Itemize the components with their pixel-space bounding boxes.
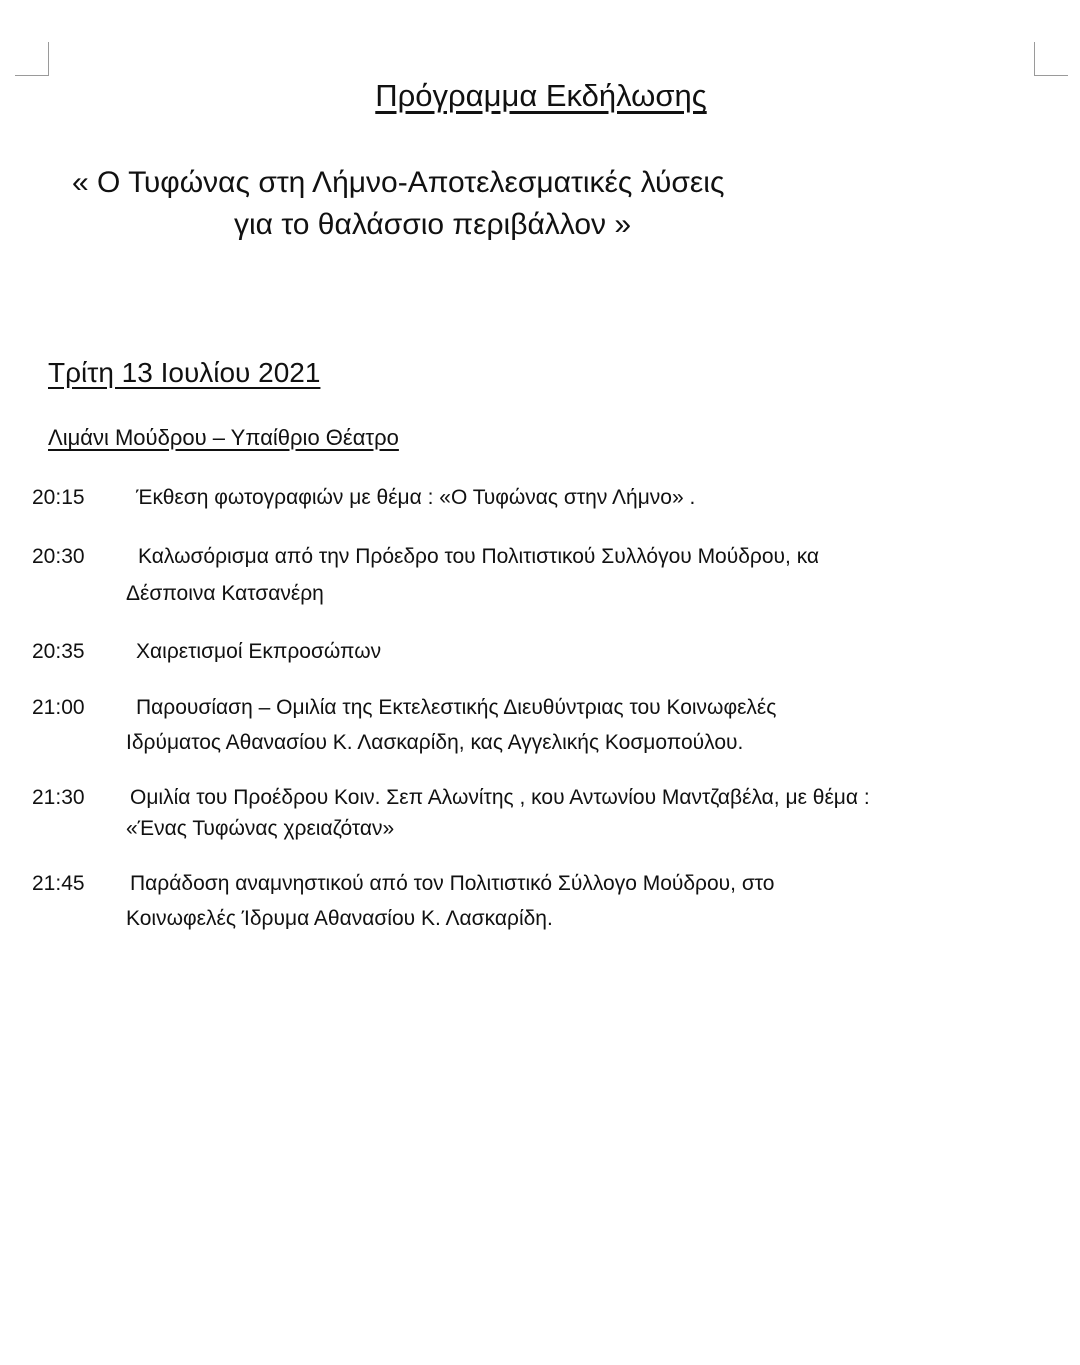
document-title: Πρόγραμμα Εκδήλωσης bbox=[375, 78, 707, 113]
schedule-time: 20:30 bbox=[32, 545, 85, 568]
schedule-text-continued: Δέσποινα Κατσανέρη bbox=[126, 582, 324, 605]
schedule-text-continued: Ιδρύματος Αθανασίου Κ. Λασκαρίδη, κας Αγγελικής Κοσμοπούλου. bbox=[126, 731, 744, 754]
schedule-text: Παράδοση αναμνηστικού από τον Πολιτιστικό Σύλλογο Μούδρου, στο bbox=[130, 872, 775, 895]
subtitle-line-1: « Ο Τυφώνας στη Λήμνο-Αποτελεσματικές λύσεις bbox=[72, 166, 725, 199]
margin-mark-top-right bbox=[1034, 42, 1068, 76]
event-location: Λιμάνι Μούδρου – Υπαίθριο Θέατρο bbox=[48, 425, 399, 450]
schedule-text-continued: Κοινωφελές Ίδρυμα Αθανασίου Κ. Λασκαρίδη. bbox=[126, 907, 553, 930]
schedule-time: 20:35 bbox=[32, 640, 85, 663]
schedule-time: 21:45 bbox=[32, 872, 85, 895]
event-date: Τρίτη 13 Ιουλίου 2021 bbox=[48, 357, 321, 388]
schedule-text: Χαιρετισμοί Εκπροσώπων bbox=[136, 640, 382, 663]
schedule-time: 21:00 bbox=[32, 696, 85, 719]
schedule-text: Έκθεση φωτογραφιών με θέμα : «Ο Τυφώνας στην Λήμνο» . bbox=[136, 486, 696, 509]
subtitle-line-2: για το θαλάσσιο περιβάλλον » bbox=[234, 208, 632, 241]
schedule-text-continued: «Ένας Τυφώνας χρειαζόταν» bbox=[126, 817, 395, 840]
margin-mark-top-left bbox=[15, 42, 49, 76]
schedule-time: 20:15 bbox=[32, 486, 85, 509]
schedule-time: 21:30 bbox=[32, 786, 85, 809]
schedule-text: Παρουσίαση – Ομιλία της Εκτελεστικής Διευθύντριας του Κοινωφελές bbox=[136, 696, 777, 719]
schedule-text: Καλωσόρισμα από την Πρόεδρο του Πολιτιστικού Συλλόγου Μούδρου, κα bbox=[138, 545, 820, 568]
schedule-text: Ομιλία του Προέδρου Κοιν. Σεπ Αλωνίτης , κου Αντωνίου Μαντζαβέλα, με θέμα : bbox=[130, 786, 870, 809]
